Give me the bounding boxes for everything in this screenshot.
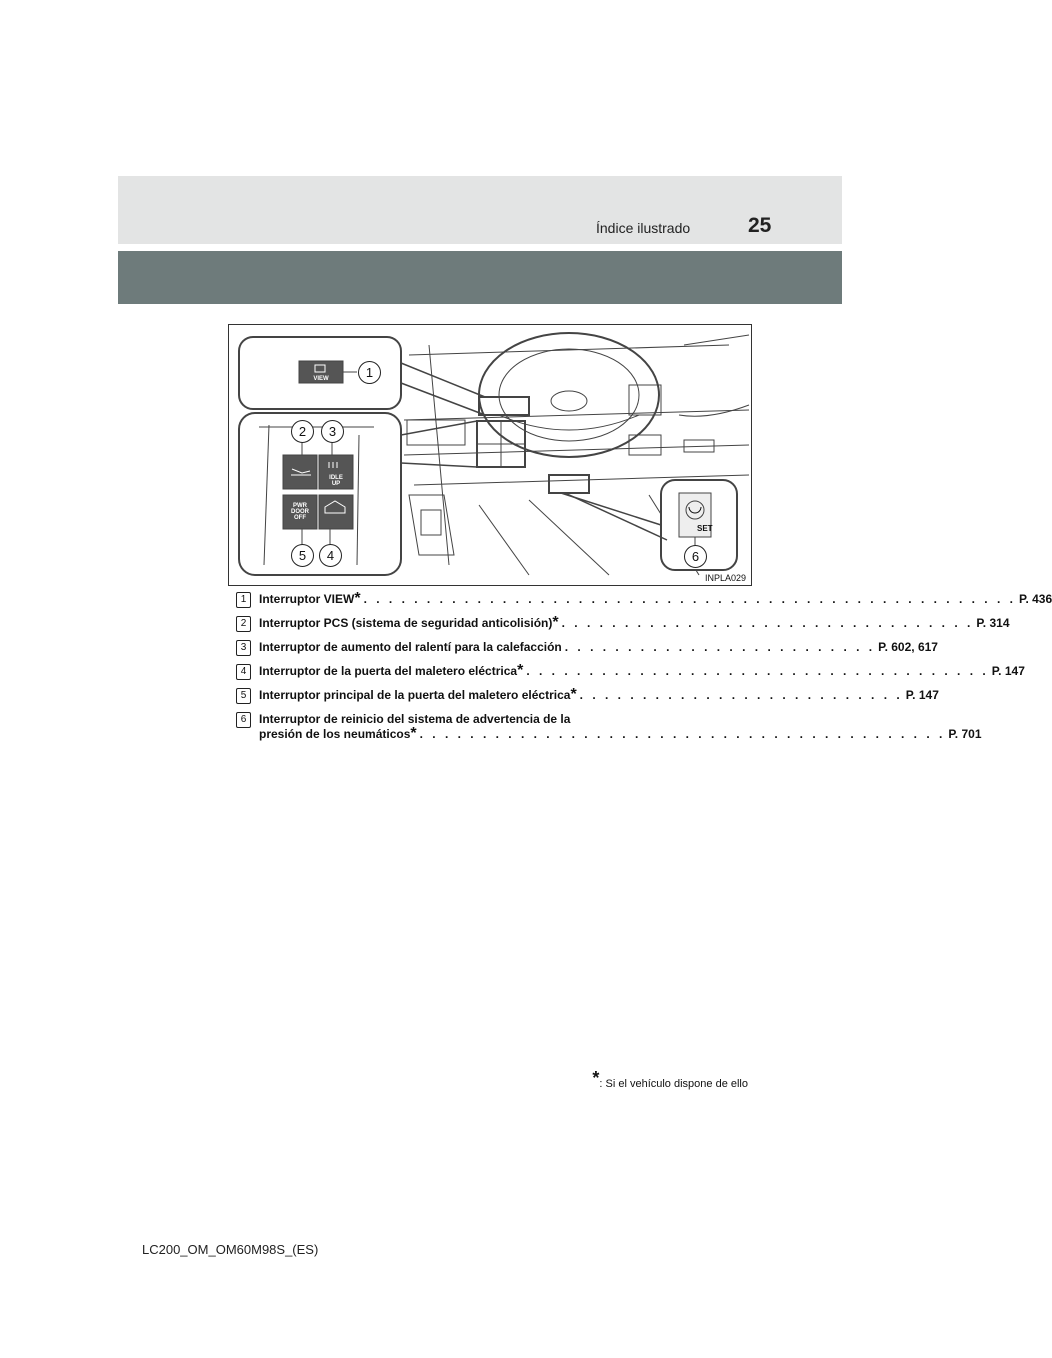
figure-code: INPLA029 <box>704 573 746 583</box>
list-item: 5 Interruptor principal de la puerta del maletero eléctrica * . . . . . . . . . . . . . . . . . . . . . . . . . . P. 147 <box>236 688 726 703</box>
list-item: 4 Interruptor de la puerta del maletero eléctrica * . . . . . . . . . . . . . . . . . . . . . . . . . . . . . . . . . . . . . P. 147 <box>236 664 726 679</box>
footnote-text: : Si el vehículo dispone de ello <box>599 1078 748 1090</box>
item-text: Interruptor VIEW <box>259 592 355 606</box>
list-item: 2 Interruptor PCS (sistema de seguridad anticolisión) * . . . . . . . . . . . . . . . . . . . . . . . . . . . . . . . . . P. 314 <box>236 616 726 631</box>
item-page-ref: P. 314 <box>976 616 1010 630</box>
item-page-ref: P. 147 <box>991 664 1025 678</box>
dashboard-illustration <box>228 324 752 586</box>
item-page-ref: P. 701 <box>948 727 982 741</box>
page-number: 25 <box>748 214 772 237</box>
callout-5: 5 <box>291 544 314 567</box>
callout-2: 2 <box>291 420 314 443</box>
section-bar <box>118 251 842 304</box>
footnote-star: * <box>592 1068 600 1088</box>
header-band <box>118 176 842 244</box>
item-text: presión de los neumáticos <box>259 727 411 741</box>
item-text: Interruptor principal de la puerta del maletero eléctrica <box>259 688 571 702</box>
item-text: Interruptor PCS (sistema de seguridad anticolisión) <box>259 616 553 630</box>
item-leader: . . . . . . . . . . . . . . . . . . . . . . . . . . . . . . . . . . . . . . . . . . <box>419 727 946 741</box>
item-leader: . . . . . . . . . . . . . . . . . . . . . . . . . <box>564 640 876 654</box>
item-number: 4 <box>236 664 251 680</box>
item-list <box>236 590 1052 751</box>
view-button-label: VIEW <box>313 376 329 382</box>
callout-6: 6 <box>684 545 707 568</box>
callout-3: 3 <box>321 420 344 443</box>
power-door-off-button-label: PWR DOOR OFF <box>291 503 309 521</box>
item-page-ref: P. 147 <box>905 688 939 702</box>
list-item: 1 Interruptor VIEW * . . . . . . . . . . . . . . . . . . . . . . . . . . . . . . . . . . . . . . . . . . . . . . . . . . . . P. 436 <box>236 592 726 607</box>
callout-4: 4 <box>319 544 342 567</box>
item-text-line1: Interruptor de reinicio del sistema de advertencia de la <box>259 712 571 726</box>
document-code: LC200_OM_OM60M98S_(ES) <box>142 1242 319 1257</box>
item-page-ref: P. 602, 617 <box>878 640 938 654</box>
item-text: Interruptor de aumento del ralentí para la calefacción <box>259 640 562 654</box>
item-leader: . . . . . . . . . . . . . . . . . . . . . . . . . . <box>579 688 903 702</box>
callout-1: 1 <box>358 361 381 384</box>
item-number: 5 <box>236 688 251 704</box>
idle-up-button-label: IDLE UP <box>329 475 343 487</box>
list-item <box>236 640 938 655</box>
set-button-label: SET <box>697 524 713 533</box>
item-leader: . . . . . . . . . . . . . . . . . . . . . . . . . . . . . . . . . . . . . . . . . . . . . . . . . . . . <box>363 592 1016 606</box>
footnote <box>592 1068 748 1090</box>
list-item: 6 Interruptor de reinicio del sistema de advertencia de la presión de los neumáticos * . . . . . . . . . . . . . . . . . . . . . . . . . . . . . . . . . . . . . . . . . . P. 701 <box>236 712 726 742</box>
item-number: 6 <box>236 712 251 728</box>
item-number: 1 <box>236 592 251 608</box>
item-text: Interruptor de la puerta del maletero eléctrica <box>259 664 518 678</box>
section-title: Índice ilustrado <box>596 220 691 236</box>
item-leader: . . . . . . . . . . . . . . . . . . . . . . . . . . . . . . . . . . . . . <box>526 664 989 678</box>
item-page-ref: P. 436 <box>1018 592 1052 606</box>
item-number: 2 <box>236 616 251 632</box>
item-leader: . . . . . . . . . . . . . . . . . . . . . . . . . . . . . . . . . <box>561 616 974 630</box>
item-number: 3 <box>236 640 251 656</box>
